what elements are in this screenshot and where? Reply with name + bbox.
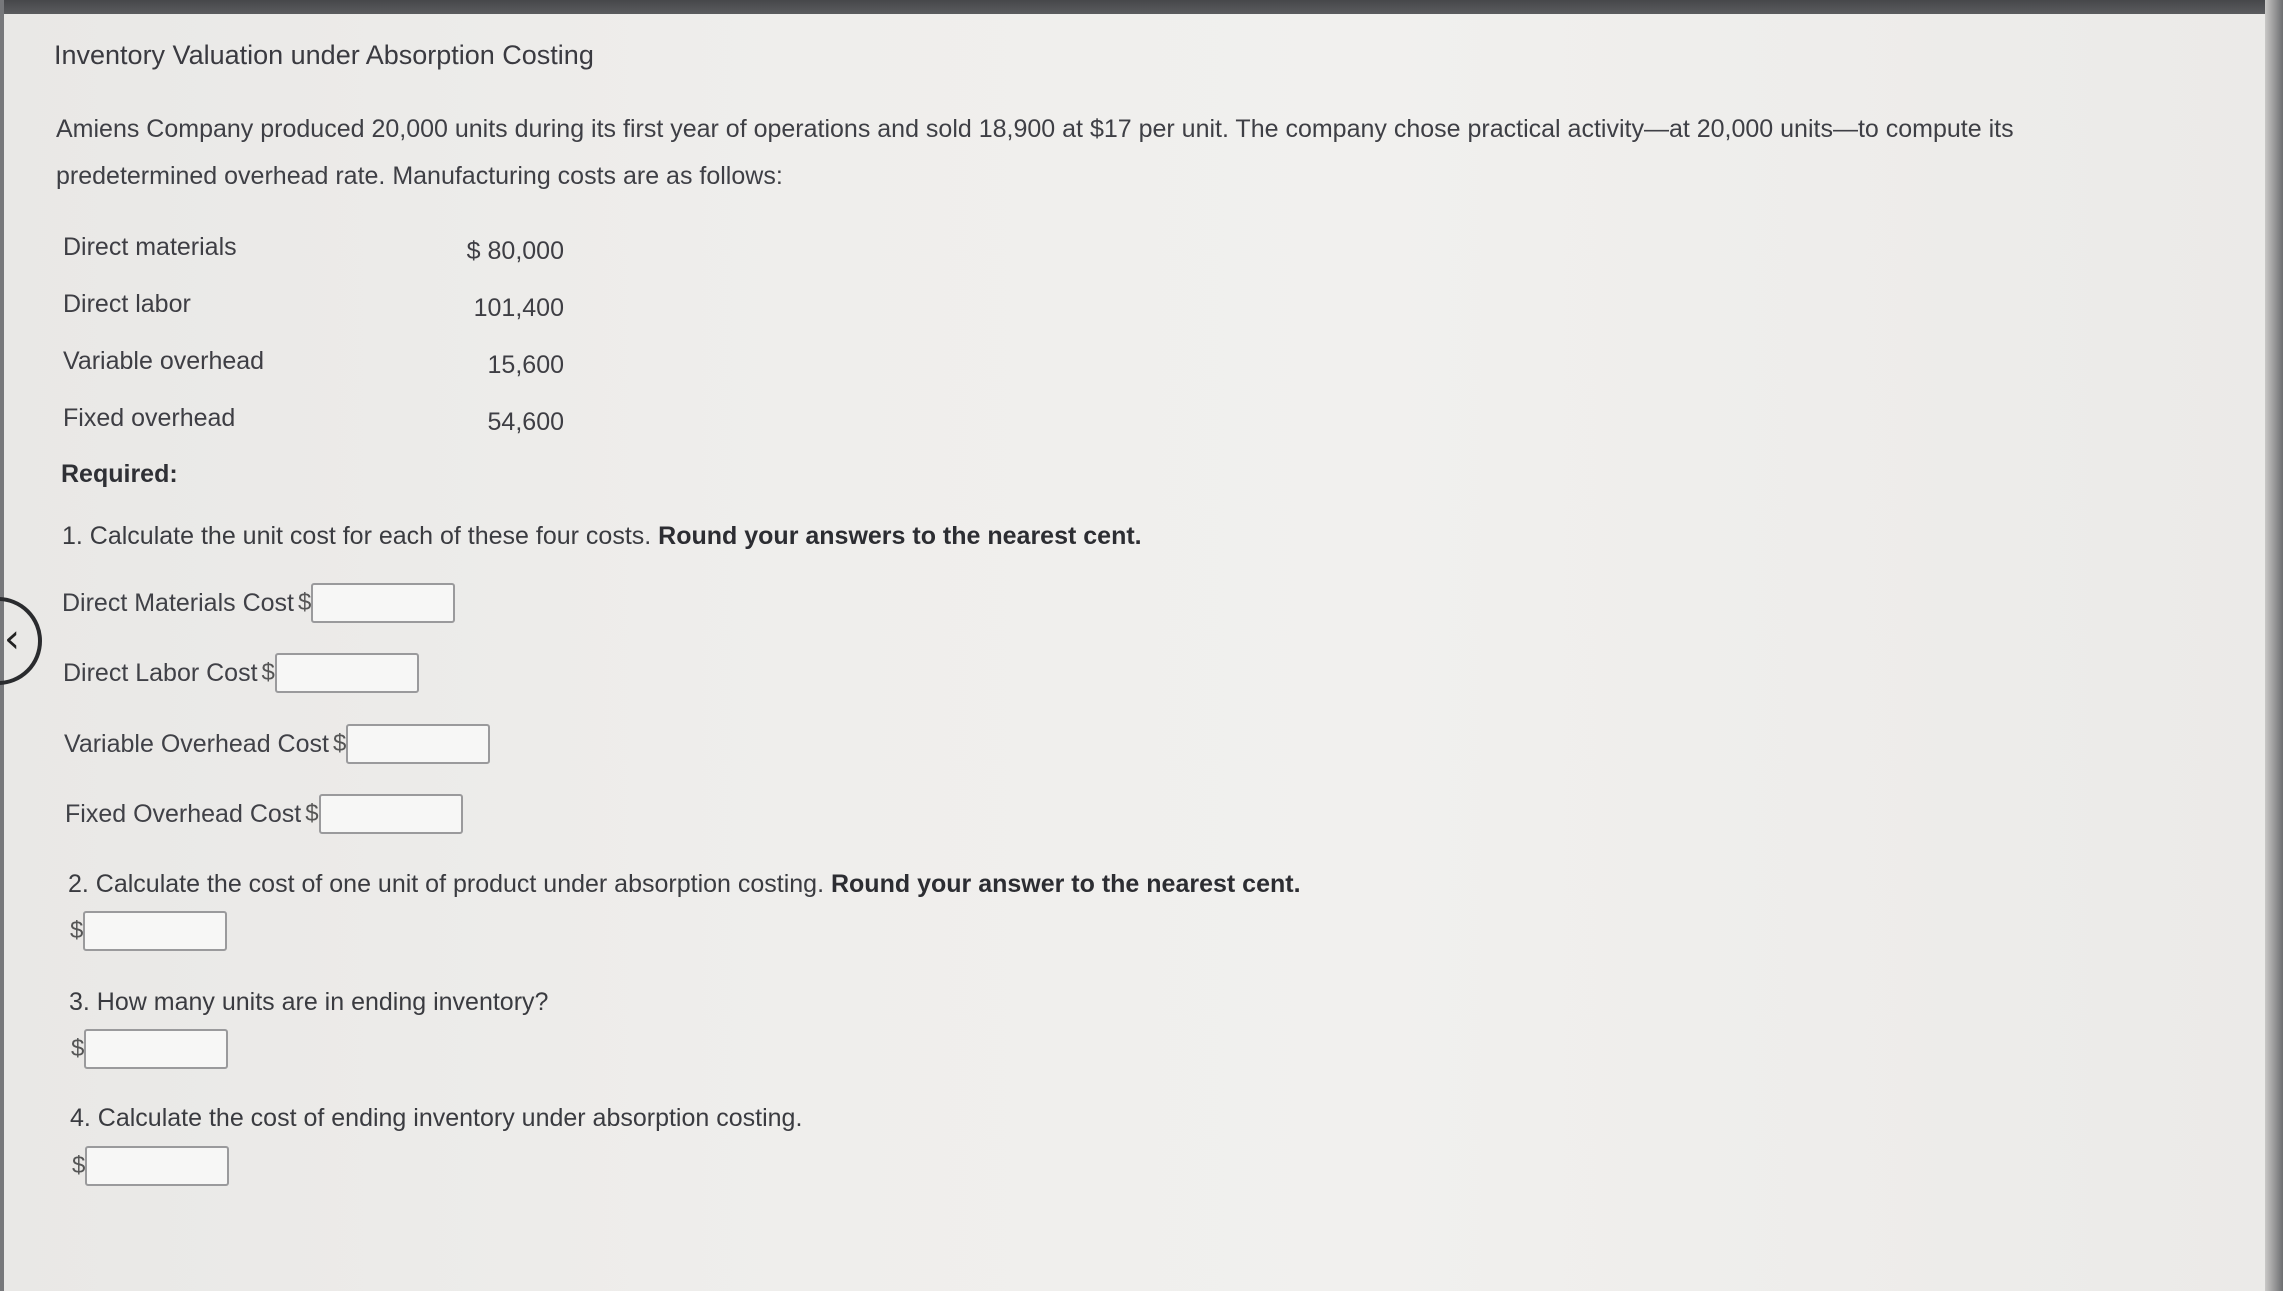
fixed-overhead-cost-row (65, 791, 463, 837)
direct-materials-cost-row (62, 580, 455, 626)
currency-symbol: $ (71, 1035, 85, 1062)
chevron-left-icon[interactable]: ‹ (4, 616, 20, 662)
ending-inventory-cost-input[interactable] (85, 1146, 229, 1186)
page-title: Inventory Valuation under Absorption Costing (54, 40, 594, 70)
question-2-instruction: Round your answer to the nearest cent. (830, 870, 1301, 898)
monitor-bezel-top (0, 0, 2283, 14)
ending-inventory-units-input[interactable] (84, 1029, 228, 1069)
problem-intro-line-2: predetermined overhead rate. Manufacturing costs are as follows: (56, 162, 783, 190)
question-2 (68, 869, 1301, 899)
question-1-text: 1. Calculate the unit cost for each of these four costs. (62, 522, 652, 550)
cost-value-direct-materials: $ 80,000 (466, 237, 564, 265)
ending-inventory-units-row (67, 1026, 228, 1072)
currency-symbol: $ (332, 730, 347, 757)
problem-intro-line-1: Amiens Company produced 20,000 units during its first year of operations and sold 18,900 at $17 per unit. The company chose practical activity—at 20,000 units—to compute its (56, 115, 2014, 143)
question-4 (70, 1103, 802, 1133)
question-3 (69, 987, 548, 1017)
currency-symbol: $ (305, 800, 319, 827)
direct-labor-cost-label: Direct Labor Cost (63, 658, 258, 687)
cost-value-fixed-overhead: 54,600 (487, 408, 564, 436)
cost-label-variable-overhead: Variable overhead (63, 347, 265, 375)
variable-overhead-cost-input[interactable] (346, 724, 490, 764)
required-heading: Required: (61, 460, 178, 488)
cost-label-fixed-overhead: Fixed overhead (63, 404, 236, 432)
unit-cost-input[interactable] (83, 911, 227, 951)
direct-materials-cost-label: Direct Materials Cost (62, 588, 294, 617)
fixed-overhead-cost-input[interactable] (319, 794, 463, 834)
direct-labor-cost-input[interactable] (275, 653, 419, 693)
question-1-instruction: Round your answers to the nearest cent. (658, 522, 1142, 550)
ending-inventory-cost-row (68, 1143, 229, 1189)
question-1 (62, 521, 1142, 551)
currency-symbol: $ (72, 1152, 86, 1179)
variable-overhead-cost-label: Variable Overhead Cost (64, 729, 329, 758)
direct-materials-cost-input[interactable] (311, 583, 455, 623)
variable-overhead-cost-row (64, 721, 490, 767)
currency-symbol: $ (70, 917, 84, 944)
cost-value-variable-overhead: 15,600 (487, 351, 564, 379)
question-4-text: 4. Calculate the cost of ending inventory under absorption costing. (70, 1104, 803, 1132)
direct-labor-cost-row (63, 650, 419, 696)
currency-symbol: $ (298, 589, 312, 616)
cost-label-direct-materials: Direct materials (63, 233, 237, 261)
monitor-bezel-right (2265, 0, 2283, 1291)
question-2-text: 2. Calculate the cost of one unit of product under absorption costing. (68, 870, 825, 898)
fixed-overhead-cost-label: Fixed Overhead Cost (65, 799, 302, 828)
unit-cost-row (66, 908, 227, 954)
cost-value-direct-labor: 101,400 (473, 294, 564, 322)
currency-symbol: $ (261, 659, 275, 686)
question-3-text: 3. How many units are in ending inventory? (69, 988, 549, 1016)
cost-label-direct-labor: Direct labor (63, 290, 191, 318)
